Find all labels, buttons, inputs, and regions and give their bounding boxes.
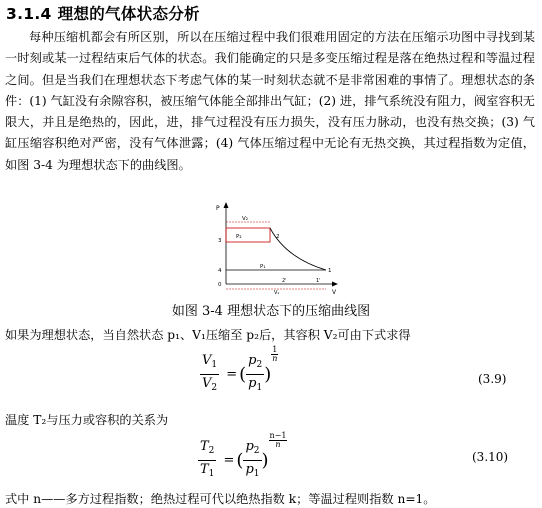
formula-3-9: $\frac{V_1}{V_2}$ = ( $\frac{p_2}{p_1}$ ) $\frac{1}{n}$	[200, 352, 278, 397]
label-p1: P₁	[260, 264, 266, 270]
label-3: 3	[218, 238, 222, 244]
pv-diagram	[208, 200, 348, 296]
f1-lhs: $\frac{V_1}{V_2}$	[202, 353, 218, 393]
label-0: 0	[218, 282, 222, 288]
label-v2: V₂	[242, 216, 248, 222]
axis-p-label: P	[216, 205, 220, 212]
temperature-sentence: 温度 T₂与压力或容积的关系为	[5, 413, 169, 427]
label-4: 4	[218, 268, 222, 274]
p2-region	[226, 228, 270, 242]
f1-rhs: $\frac{p_2}{p_1}$	[248, 353, 263, 393]
ideal-state-sentence: 如果为理想状态，当自然状态 p₁、V₁压缩至 p₂后，其容积 V₂可由下式求得	[5, 328, 411, 342]
equation-number-3-10: (3.10)	[472, 450, 509, 464]
section-number: 3.1.4	[6, 5, 52, 23]
label-p2: P₂	[236, 234, 242, 240]
f1-exponent: $\frac{1}{n}$	[272, 345, 278, 363]
f2-rhs: $\frac{p_2}{p_1}$	[245, 439, 260, 479]
f2-lhs: $\frac{T_2}{T_1}$	[200, 439, 215, 479]
label-1: 1	[328, 268, 332, 274]
equation-number-3-9: (3.9)	[478, 372, 507, 386]
section-title: 理想的气体状态分析	[57, 5, 200, 23]
section-heading	[6, 2, 200, 24]
figure-caption: 如图 3-4 理想状态下的压缩曲线图	[171, 304, 371, 319]
v-axis-arrow	[332, 282, 338, 287]
axis-v-label: V	[332, 289, 337, 296]
label-1prime: 1'	[316, 278, 321, 284]
body-paragraph: 每种压缩机都会有所区别，所以在压缩过程中我们很难用固定的方法在压缩示功图中寻找到某一时刻或某一过程结束后气体的状态。我们能确定的只是多变压缩过程是落在绝热过程和等温过程之间。但是当我们在理想状态下考虑气体的某一时刻状态就不是非常困难的事情了。理想状态的条件：(1) 气缸没有余隙容积，被压缩气体能全部排出气缸；(2) 进，排气系统没有阻力，阀室容积无限大，并且是绝热的，因此，进，排气过程没有压力损失，没有压力脉动，也没有热交换；(3) 气缸压缩容积绝对严密，没有气体泄露；(4) 气体压缩过程中无论有无热交换，其过程指数为定值，如图 3-4 为理想状态下的曲线图。	[5, 30, 535, 172]
definition-sentence: 式中 n——多方过程指数；绝热过程可代以绝热指数 k；等温过程则指数 n=1。	[5, 492, 436, 506]
label-v1: V₁	[274, 290, 280, 296]
formula-3-10: $\frac{T_2}{T_1}$ = ( $\frac{p_2}{p_1}$ ) $\frac{n-1}{n}$	[198, 438, 287, 483]
label-2prime: 2'	[282, 278, 287, 284]
label-2: 2	[276, 234, 280, 240]
p-axis-arrow	[224, 202, 229, 208]
f2-exponent: $\frac{n-1}{n}$	[269, 431, 287, 449]
